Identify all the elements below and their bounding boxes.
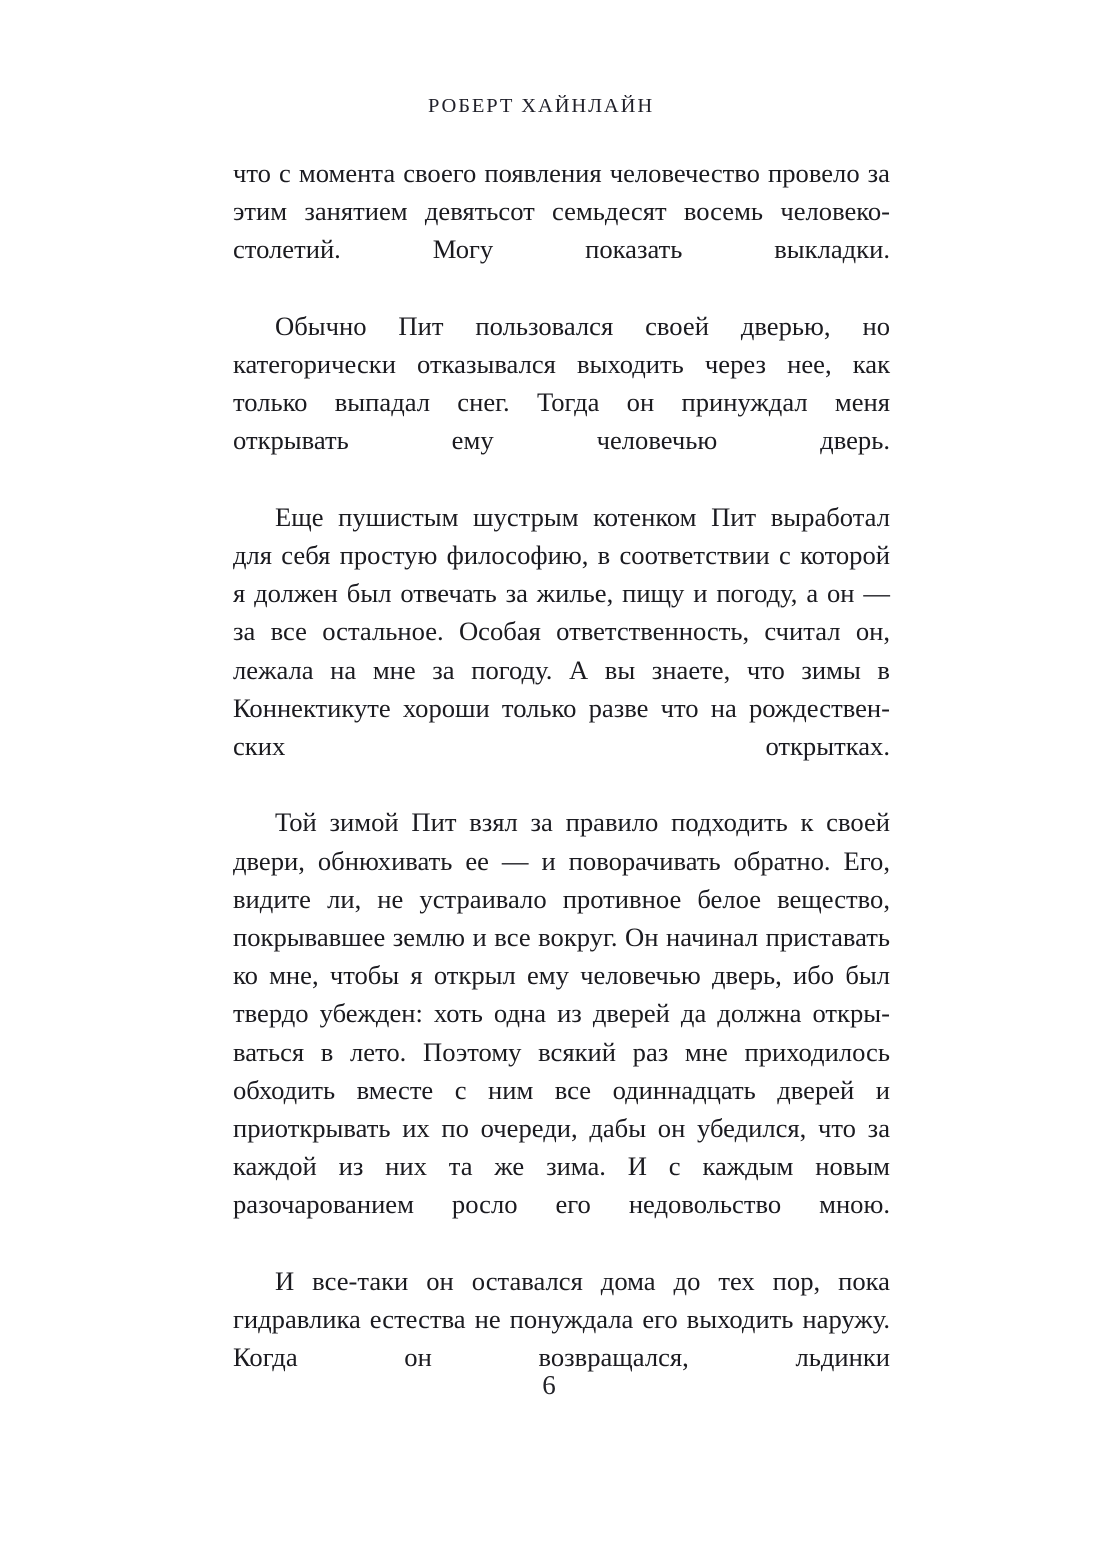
- paragraph-continuation: что с момента своего появления человечество провело за этим занятием девятьсот семьдесят восемь человеко-столетий. Могу показать выкладки.: [233, 158, 890, 265]
- paragraph: Той зимой Пит взял за правило подходить к своей двери, обнюхивать ее — и поворачивать обратно. Его, видите ли, не устраивало противное белое вещество, покрывавшее землю и все вокруг. Он начинал приставать ко мне, чтобы я открыл ему человечью дверь, ибо был твердо убежден: хоть одна из дверей да должна открываться в лето. Поэтому всякий раз мне приходилось обходить вместе с ним все одиннадцать дверей и приоткрывать их по очереди, дабы он убедился, что за каждой из них та же зима. И с каждым новым разочарованием росло его недовольство мною.: [233, 807, 890, 1220]
- paragraph: Еще пушистым шустрым котенком Пит выработал для себя простую философию, в соответствии с которой я должен был отвечать за жилье, пищу и погоду, а он — за все остальное. Особая ответственность, считал он, лежала на мне за погоду. А вы знаете, что зимы в Коннектикуте хороши только разве что на рождественских открытках.: [233, 501, 890, 762]
- running-head: РОБЕРТ ХАЙНЛАЙН: [427, 95, 655, 117]
- paragraph: Обычно Пит пользовался своей дверью, но категорически отказывался выходить через нее, как только выпадал снег. Тогда он принуждал меня открывать ему человечью дверь.: [233, 310, 890, 456]
- body-text-block: [233, 154, 890, 1415]
- paragraph: И все-таки он оставался дома до тех пор, пока гидравлика естества не понуждала его выходить наружу. Когда он возвращался, льдинки: [233, 1265, 890, 1373]
- page-number: 6: [542, 1370, 556, 1400]
